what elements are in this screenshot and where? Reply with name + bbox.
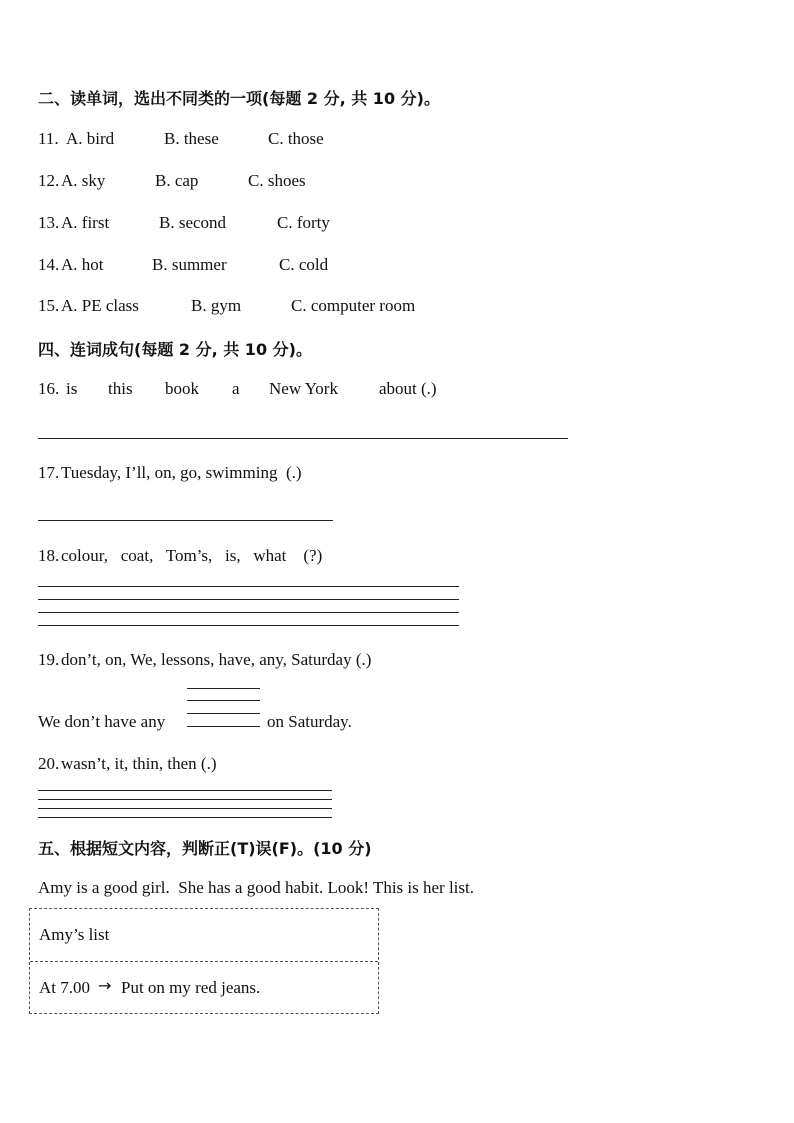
option-c: C. shoes (248, 171, 306, 190)
section-heading-2: 二、读单词，选出不同类的一项(每题 2 分, 共 10 分)。 (38, 89, 440, 108)
list-title-row (30, 909, 378, 961)
answer-line[interactable] (38, 599, 459, 600)
scrambled-words: don’t, on, We, lessons, have, any, Saturday (.) (61, 650, 372, 669)
option-c: C. computer room (291, 296, 416, 315)
question-number: 11. (38, 129, 59, 148)
answer-line[interactable] (38, 817, 332, 818)
answer-line[interactable] (38, 808, 332, 809)
answer-line[interactable] (187, 726, 260, 727)
option-b: B. second (159, 213, 227, 232)
section-heading-4: 四、连词成句(每题 2 分, 共 10 分)。 (38, 340, 312, 359)
option-a: A. bird (66, 129, 115, 148)
option-b: B. gym (191, 296, 242, 315)
scrambled-words: Tuesday, I’ll, on, go, swimming (.) (61, 463, 302, 482)
option-a: A. first (61, 213, 110, 232)
list-item-text: Put on my red jeans. (121, 978, 261, 997)
answer-line[interactable] (38, 438, 568, 439)
option-c: C. those (268, 129, 324, 148)
option-b: B. summer (152, 255, 227, 274)
question-number: 16. (38, 379, 60, 398)
answer-line[interactable] (38, 799, 332, 800)
scrambled-words: colour, coat, Tom’s, is, what (?) (61, 546, 323, 565)
answer-line[interactable] (187, 713, 260, 714)
passage-intro: Amy is a good girl. She has a good habit. Look! This is her list. (38, 878, 474, 897)
amys-list-box (29, 908, 379, 1014)
answer-line[interactable] (187, 688, 260, 689)
scrambled-words: wasn’t, it, thin, then (.) (61, 754, 217, 773)
question-number: 17. (38, 463, 60, 482)
list-title: Amy’s list (39, 925, 110, 944)
answer-line[interactable] (38, 625, 459, 626)
answer-line[interactable] (38, 586, 459, 587)
option-b: B. these (164, 129, 219, 148)
list-item-time: At 7.00 (39, 978, 90, 997)
question-number: 20. (38, 754, 60, 773)
option-a: A. hot (61, 255, 104, 274)
arrow-right-icon: → (98, 976, 112, 995)
question-number: 14. (38, 255, 60, 274)
sentence-prefix: We don’t have any (38, 712, 166, 731)
scrambled-word: about (.) (379, 379, 437, 398)
option-a: A. PE class (61, 296, 139, 315)
list-item-row (30, 962, 378, 1013)
scrambled-word: New York (269, 379, 338, 398)
sentence-suffix: on Saturday. (267, 712, 352, 731)
scrambled-word: a (232, 379, 240, 398)
option-b: B. cap (155, 171, 199, 190)
section-heading-5: 五、根据短文内容，判断正(T)误(F)。(10 分) (38, 839, 372, 858)
question-number: 18. (38, 546, 60, 565)
question-number: 19. (38, 650, 60, 669)
scrambled-word: is (66, 379, 78, 398)
answer-line[interactable] (187, 700, 260, 701)
question-number: 12. (38, 171, 60, 190)
option-c: C. forty (277, 213, 330, 232)
question-number: 13. (38, 213, 60, 232)
question-number: 15. (38, 296, 60, 315)
answer-line[interactable] (38, 612, 459, 613)
option-c: C. cold (279, 255, 329, 274)
scrambled-word: this (108, 379, 133, 398)
answer-line[interactable] (38, 520, 333, 521)
option-a: A. sky (61, 171, 106, 190)
scrambled-word: book (165, 379, 199, 398)
answer-line[interactable] (38, 790, 332, 791)
